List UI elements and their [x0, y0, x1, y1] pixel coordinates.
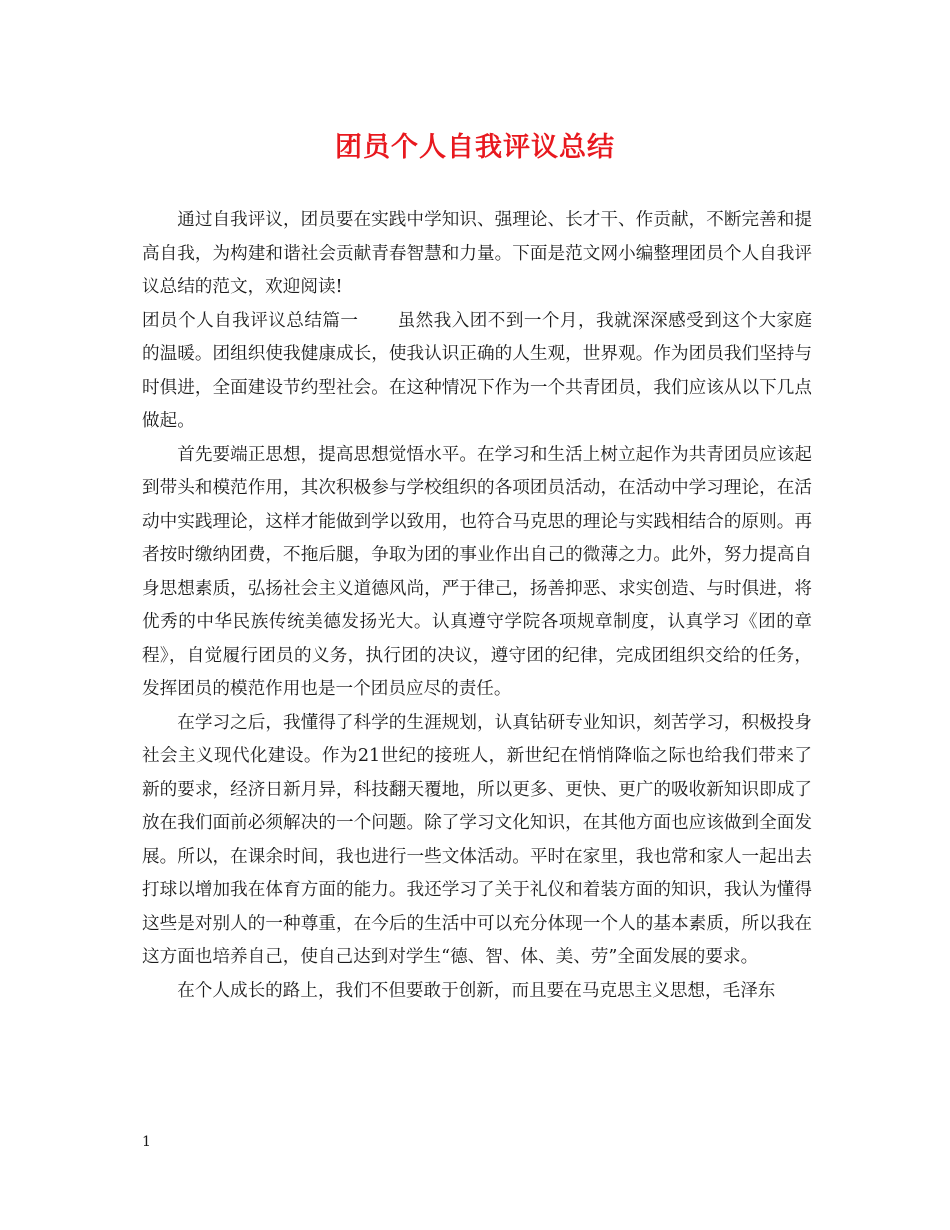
section-heading: 团员个人自我评议总结篇一: [142, 310, 359, 331]
section-first-text: 虽然我入团不到一个月，我就深深感受到这个大家庭的温暖。团组织使我健康成长，使我认识正确的人生观，世界观。作为团员我们坚持与时俱进，全面建设节约型社会。在这种情况下作为一个共青团员，我们应该从以下几点做起。: [142, 310, 812, 431]
page-number: 1: [142, 1134, 151, 1150]
body-paragraph-4: 在个人成长的路上，我们不但要敢于创新，而且要在马克思主义思想，毛泽东: [177, 980, 776, 1001]
section-paragraph: [142, 305, 812, 439]
document-title: 团员个人自我评议总结: [335, 132, 615, 163]
body-paragraph-2: 首先要端正思想，提高思想觉悟水平。在学习和生活上树立起作为共青团员应该起到带头和模范作用，其次积极参与学校组织的各项团员活动，在活动中学习理论，在活动中实践理论，这样才能做到学以致用，也符合马克思的理论与实践相结合的原则。再者按时缴纳团费，不拖后腿，争取为团的事业作出自己的微薄之力。此外，努力提高自身思想素质，弘扬社会主义道德风尚，严于律己，扬善抑恶、求实创造、与时俱进，将优秀的中华民族传统美德发扬光大。认真遵守学院各项规章制度，认真学习《团的章程》，自觉履行团员的义务，执行团的决议，遵守团的纪律，完成团组织交给的任务，发挥团员的模范作用也是一个团员应尽的责任。: [142, 444, 812, 699]
intro-paragraph: 通过自我评议，团员要在实践中学知识、强理论、长才干、作贡献，不断完善和提高自我，为构建和谐社会贡献青春智慧和力量。下面是范文网小编整理团员个人自我评议总结的范文，欢迎阅读!: [142, 210, 812, 297]
body-paragraph-3: 在学习之后，我懂得了科学的生涯规划，认真钻研专业知识，刻苦学习，积极投身社会主义现代化建设。作为21世纪的接班人，新世纪在悄悄降临之际也给我们带来了新的要求，经济日新月异，科技翻天覆地，所以更多、更快、更广的吸收新知识即成了放在我们面前必须解决的一个问题。除了学习文化知识，在其他方面也应该做到全面发展。所以，在课余时间，我也进行一些文体活动。平时在家里，我也常和家人一起出去打球以增加我在体育方面的能力。我还学习了关于礼仪和着装方面的知识，我认为懂得这些是对别人的一种尊重，在今后的生活中可以充分体现一个人的基本素质，所以我在这方面也培养自己，使自己达到对学生“德、智、体、美、劳”全面发展的要求。: [142, 712, 812, 967]
document-body: [142, 204, 812, 1008]
